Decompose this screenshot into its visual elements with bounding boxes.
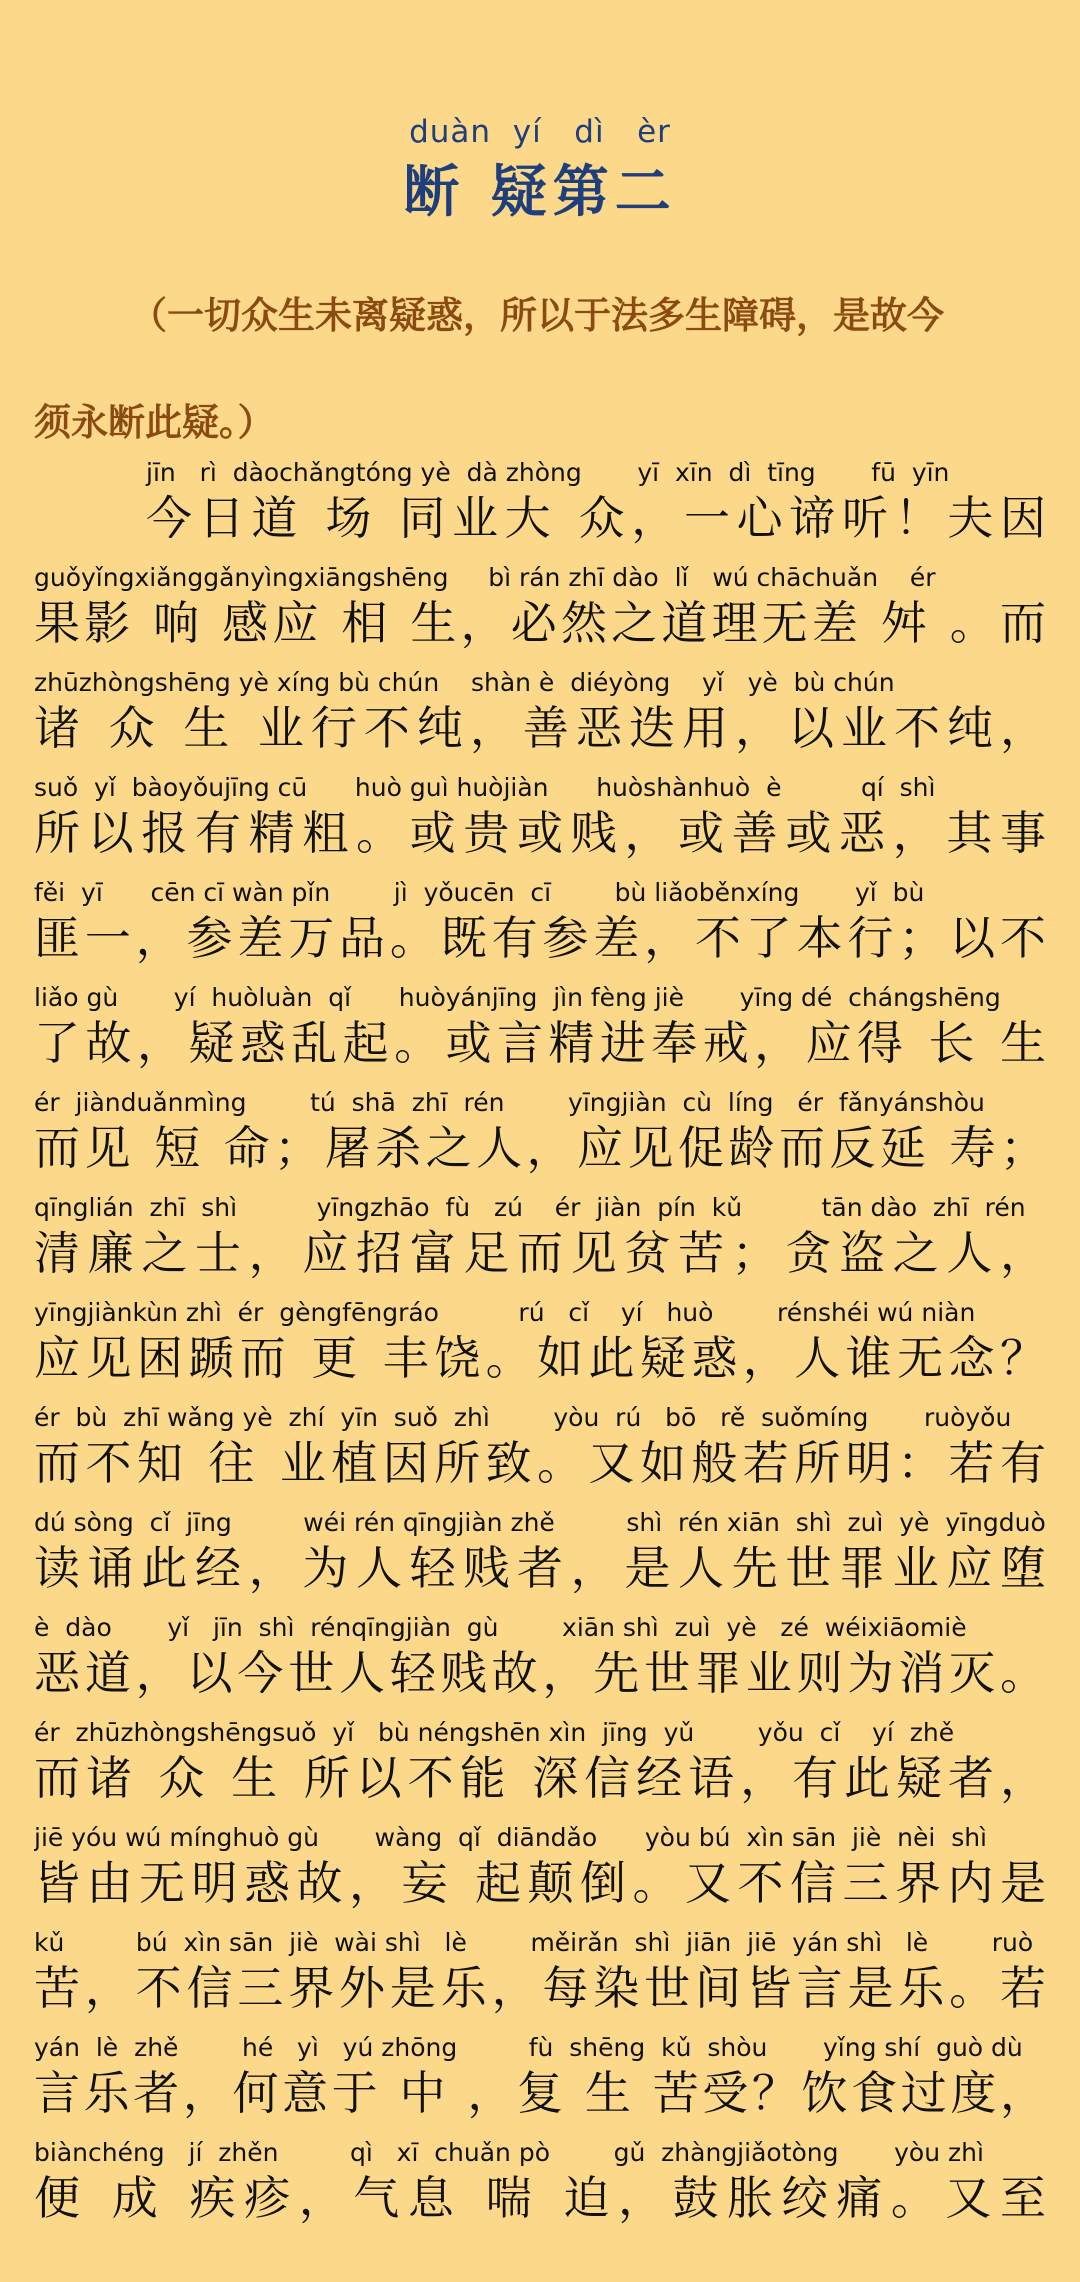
line-text: 便 成 疾疹，气息 喘 迫，鼓胀绞痛。又至	[34, 2171, 1046, 2225]
line-text: 了故，疑惑乱起。或言精进奉戒，应得 长 生	[34, 1016, 1046, 1070]
text-line	[34, 1088, 1046, 1192]
line-text: 诸 众 生 业行不纯，善恶迭用，以业不纯，	[34, 701, 1046, 755]
line-pinyin: è dào yǐ jīn shì rénqīngjiàn gù xiān shì zuì yè zé wéixiāomiè	[34, 1613, 967, 1642]
text-line	[34, 773, 1046, 877]
line-pinyin: dú sòng cǐ jīng wéi rén qīngjiàn zhě shì rén xiān shì zuì yè yīngduò	[34, 1508, 1046, 1537]
line-pinyin: biànchéng jí zhěn qì xī chuǎn pò gǔ zhàngjiǎotòng yòu zhì	[34, 2138, 984, 2167]
text-line	[34, 1403, 1046, 1507]
line-text: 果影 响 感应 相 生，必然之道理无差 舛 。而	[34, 596, 1046, 650]
line-text: 今日道 场 同业大 众，一心谛听！夫因	[146, 491, 1046, 545]
line-pinyin: ér jiànduǎnmìng tú shā zhī rén yīngjiàn cù líng ér fǎnyánshòu	[34, 1088, 985, 1117]
text-line	[34, 878, 1046, 982]
line-pinyin: liǎo gù yí huòluàn qǐ huòyánjīng jìn fèng jiè yīng dé chángshēng	[34, 983, 1001, 1012]
line-text: 言乐者，何意于 中 ，复 生 苦受？饮食过度，	[34, 2066, 1046, 2120]
chapter-title: 断 疑第二	[403, 159, 677, 225]
line-pinyin: yán lè zhě hé yì yú zhōng fù shēng kǔ shòu yǐng shí guò dù	[34, 2033, 1023, 2062]
line-pinyin: guǒyǐngxiǎnggǎnyìngxiāngshēng bì rán zhī dào lǐ wú chāchuǎn ér	[34, 563, 936, 592]
text-line	[34, 2138, 1046, 2242]
line-text: 而诸 众 生 所以不能 深信经语，有此疑者，	[34, 1751, 1046, 1805]
line-pinyin: jīn rì dàochǎngtóng yè dà zhòng yī xīn dì tīng fū yīn	[146, 458, 950, 487]
text-line	[34, 1508, 1046, 1612]
line-pinyin: kǔ bú xìn sān jiè wài shì lè měirǎn shì jiān jiē yán shì lè ruò	[34, 1928, 1034, 1957]
line-pinyin: jiē yóu wú mínghuò gù wàng qǐ diāndǎo yòu bú xìn sān jiè nèi shì	[34, 1823, 988, 1852]
text-line	[34, 1193, 1046, 1297]
line-text: 苦，不信三界外是乐，每染世间皆言是乐。若	[34, 1961, 1046, 2015]
text-line	[34, 1613, 1046, 1717]
text-line	[34, 2033, 1046, 2137]
text-line	[34, 1928, 1046, 2032]
intro-note-line-1: （一切众生未离疑惑，所以于法多生障碍，是故今	[130, 293, 944, 337]
text-line	[34, 563, 1046, 667]
text-line	[34, 668, 1046, 772]
text-line	[34, 1298, 1046, 1402]
line-text: 应见困踬而 更 丰饶。如此疑惑，人谁无念？	[34, 1331, 1046, 1385]
line-text: 恶道，以今世人轻贱故，先世罪业则为消灭。	[34, 1646, 1046, 1700]
line-pinyin: ér zhūzhòngshēngsuǒ yǐ bù néngshēn xìn jīng yǔ yǒu cǐ yí zhě	[34, 1718, 955, 1747]
line-text: 而见 短 命；屠杀之人，应见促龄而反延 寿；	[34, 1121, 1046, 1175]
line-text: 而不知 往 业植因所致。又如般若所明：若有	[34, 1436, 1046, 1490]
line-pinyin: zhūzhòngshēng yè xíng bù chún shàn è diéyòng yǐ yè bù chún	[34, 668, 895, 697]
line-pinyin: yīngjiànkùn zhì ér gèngfēngráo rú cǐ yí huò rénshéi wú niàn	[34, 1298, 976, 1327]
text-line	[34, 458, 1046, 562]
line-pinyin: qīnglián zhī shì yīngzhāo fù zú ér jiàn pín kǔ tān dào zhī rén	[34, 1193, 1026, 1222]
line-pinyin: suǒ yǐ bàoyǒujīng cū huò guì huòjiàn huòshànhuò è qí shì	[34, 773, 936, 802]
line-pinyin: fěi yī cēn cī wàn pǐn jì yǒucēn cī bù liǎoběnxíng yǐ bù	[34, 878, 925, 907]
text-line	[34, 983, 1046, 1087]
line-text: 匪一，参差万品。既有参差，不了本行；以不	[34, 911, 1046, 965]
line-text: 所以报有精粗。或贵或贱，或善或恶，其事	[34, 806, 1046, 860]
line-text: 读诵此经，为人轻贱者，是人先世罪业应堕	[34, 1541, 1046, 1595]
intro-note-line-2: 须永断此疑。）	[34, 400, 275, 444]
line-pinyin: ér bù zhī wǎng yè zhí yīn suǒ zhì yòu rú bō rě suǒmíng ruòyǒu	[34, 1403, 1012, 1432]
line-text: 皆由无明惑故，妄 起颠倒。又不信三界内是	[34, 1856, 1046, 1910]
line-text: 清廉之士，应招富足而见贫苦；贪盗之人，	[34, 1226, 1046, 1280]
text-line	[34, 1718, 1046, 1822]
title-pinyin: duàn yí dì èr	[409, 114, 671, 150]
text-line	[34, 1823, 1046, 1927]
